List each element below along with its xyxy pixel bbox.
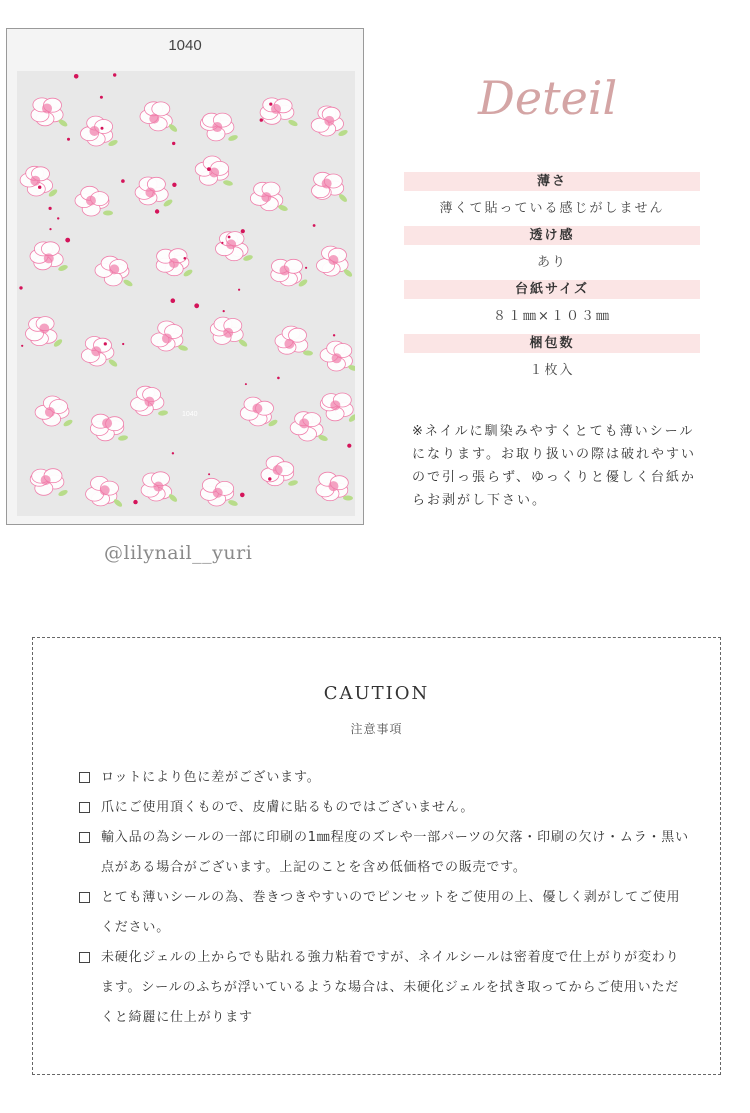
checkbox-icon (79, 832, 90, 843)
dot-sticker (19, 286, 22, 289)
handling-note: ※ネイルに馴染みやすくとても薄いシールになります。お取り扱いの際は破れやすいので引っ張らず、ゆっくりと優しく台紙からお剥がし下さい。 (412, 424, 696, 508)
caution-item (79, 883, 689, 943)
flower-sticker (271, 259, 309, 288)
flower-sticker (75, 186, 113, 216)
flower-sticker (81, 116, 119, 147)
dot-sticker (268, 477, 271, 480)
flower-sticker (275, 326, 313, 356)
flower-sticker (260, 98, 298, 127)
flower-sticker (31, 98, 69, 128)
dot-sticker (238, 289, 240, 291)
dot-sticker (104, 342, 107, 345)
dot-sticker (260, 118, 263, 121)
checkbox-icon (79, 802, 90, 813)
flower-sticker (312, 172, 349, 203)
dot-sticker (194, 303, 199, 308)
caution-item-text: とても薄いシールの為、巻きつきやすいのでピンセットをご使用の上、優しく剥がしてご使用ください。 (101, 890, 681, 935)
caution-item (79, 823, 689, 883)
dot-sticker (121, 179, 125, 183)
dot-sticker (221, 242, 223, 244)
spec-label-transparency: 透け感 (404, 226, 700, 245)
spec-label-backing-size: 台紙サイズ (404, 280, 700, 299)
flower-sticker (311, 106, 348, 137)
dot-sticker (101, 127, 104, 130)
flower-sticker (95, 256, 134, 287)
flower-sticker (81, 337, 118, 369)
flower-sticker (240, 397, 278, 428)
dot-sticker (49, 228, 51, 230)
dot-sticker (65, 238, 70, 243)
dot-sticker (155, 209, 159, 213)
spec-value-transparency: あり (536, 255, 567, 270)
checkbox-icon (79, 952, 90, 963)
dot-sticker (228, 236, 231, 239)
flower-sticker (35, 396, 73, 428)
sheet-code-label: 1040 (182, 411, 198, 418)
dot-sticker (172, 183, 176, 187)
dot-sticker (122, 343, 124, 345)
dot-sticker (333, 334, 335, 336)
flower-sticker (317, 246, 354, 278)
dot-sticker (113, 73, 116, 76)
dot-sticker (172, 452, 174, 454)
product-image-frame (6, 28, 364, 525)
dot-sticker (305, 267, 307, 269)
caution-item-text: 爪にご使用頂くもので、皮膚に貼るものではございません。 (101, 800, 475, 815)
flower-sticker (90, 414, 128, 441)
caution-item-text: 輸入品の為シールの一部に印刷の1㎜程度のズレや一部パーツの欠落・印刷の欠け・ムラ・黒い点がある場合がございます。上記のことを含め低価格での販売です。 (101, 830, 689, 875)
flower-sticker (156, 249, 193, 278)
flower-sticker (26, 317, 64, 348)
caution-item-text: ロットにより色に差がございます。 (101, 770, 321, 785)
flower-sticker (30, 242, 69, 272)
dot-sticker (100, 96, 103, 99)
flower-sticker (320, 393, 355, 423)
caution-title: CAUTION (323, 683, 430, 704)
instagram-credit: @lilynail__yuri (104, 542, 253, 564)
flower-sticker (86, 476, 124, 508)
dot-sticker (347, 444, 351, 448)
detail-heading (470, 56, 630, 136)
dot-sticker (38, 186, 41, 189)
flower-sticker (200, 113, 238, 142)
caution-item (79, 793, 689, 823)
flower-sticker (151, 321, 188, 352)
caution-item-text: 未硬化ジェルの上からでも貼れる強力粘着ですが、ネイルシールは密着度で仕上がりが変わります。シールのふちが浮いているような場合は、未硬化ジェルを拭き取ってからご使用いただくと綺麗に仕上がります (101, 950, 680, 1025)
dot-sticker (133, 500, 137, 504)
dot-sticker (245, 383, 247, 385)
flower-sticker (216, 232, 254, 262)
flower-sticker (290, 412, 328, 442)
dot-sticker (184, 257, 187, 260)
flower-sticker (20, 166, 58, 198)
dot-sticker (74, 74, 79, 79)
dot-sticker (241, 229, 245, 233)
dot-sticker (57, 217, 59, 219)
dot-sticker (313, 224, 316, 227)
spec-value-backing-size: ８１㎜×１０３㎜ (493, 309, 611, 324)
checkbox-icon (79, 772, 90, 783)
spec-value-quantity: １枚入 (529, 363, 575, 378)
detail-heading-text: Deteil (478, 71, 618, 125)
caution-list (79, 763, 689, 1033)
spec-list (404, 172, 700, 388)
dot-sticker (172, 142, 175, 145)
flower-sticker (200, 478, 238, 507)
nail-sticker-sheet (17, 71, 355, 516)
dot-sticker (21, 345, 23, 347)
checkbox-icon (79, 892, 90, 903)
caution-item (79, 943, 689, 1033)
dot-sticker (223, 310, 225, 312)
spec-value-thickness: 薄くて貼っている感じがしません (439, 201, 665, 216)
caution-item (79, 763, 689, 793)
dot-sticker (240, 493, 245, 498)
flower-sticker (261, 456, 298, 487)
flower-sticker (141, 472, 178, 503)
caution-box (32, 637, 721, 1075)
flower-sticker (316, 472, 353, 501)
flower-sticker (140, 102, 178, 133)
dot-sticker (171, 298, 176, 303)
flower-sticker (250, 182, 288, 212)
dot-sticker (67, 138, 70, 141)
caution-subtitle: 注意事項 (350, 722, 403, 736)
product-code: 1040 (168, 37, 202, 54)
flower-sticker (210, 317, 248, 348)
flower-sticker (320, 341, 355, 372)
flower-sticker (135, 177, 173, 208)
flower-sticker (131, 386, 169, 416)
dot-sticker (269, 103, 272, 106)
dot-sticker (208, 473, 210, 475)
dot-sticker (207, 167, 211, 171)
flower-sticker (195, 156, 233, 187)
dot-sticker (277, 377, 280, 380)
flower-sticker-illustration (17, 71, 355, 516)
spec-label-thickness: 薄さ (404, 172, 700, 191)
spec-label-quantity: 梱包数 (404, 334, 700, 353)
flower-sticker (30, 469, 68, 498)
dot-sticker (49, 207, 52, 210)
